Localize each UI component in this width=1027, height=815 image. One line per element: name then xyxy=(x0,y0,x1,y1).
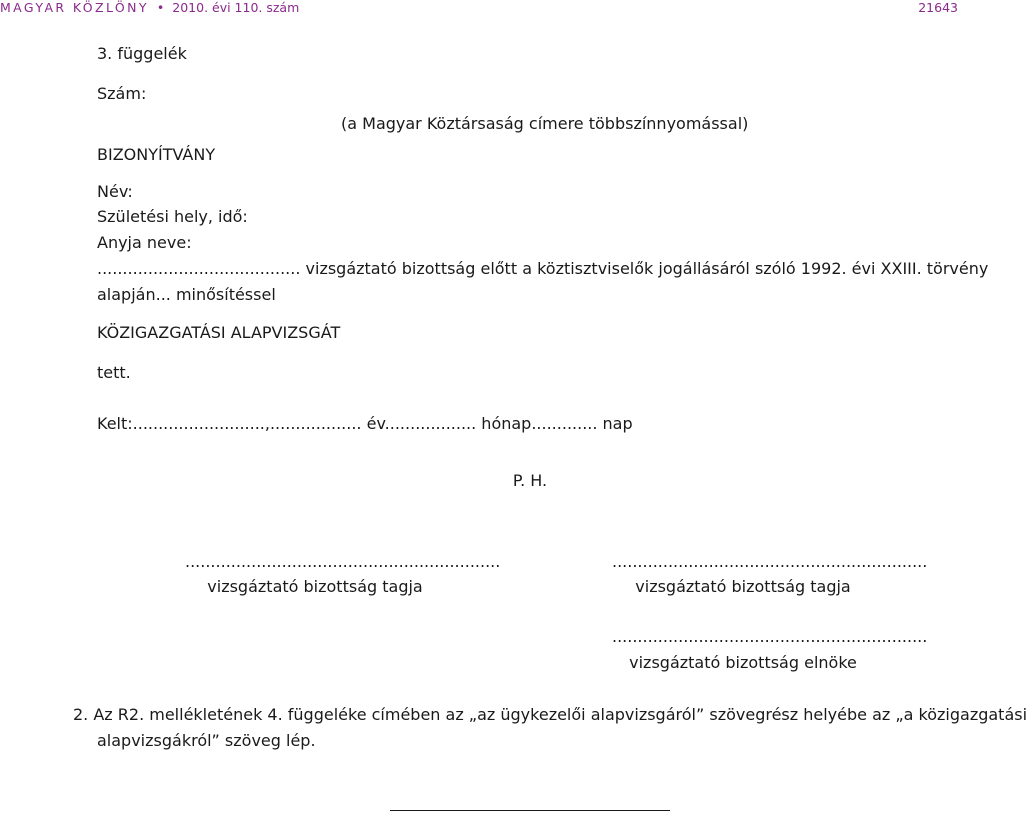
signature-line: .............................................................. xyxy=(612,627,928,646)
amendment-line-1: 2. Az R2. mellékletének 4. függeléke címében az „az ügykezelői alapvizsgáról” szövegrész helyébe az „a közigazgatási xyxy=(73,705,1027,724)
statement-line-2: alapján... minősítéssel xyxy=(97,285,276,304)
statement-line-1: ........................................ vizsgáztató bizottság előtt a köztisztviselők jogállásáról szóló 1992. évi XXIII. törvény xyxy=(97,259,989,278)
date-line: Kelt:..........................,.................. év.................. hónap............. nap xyxy=(97,414,633,433)
birth-label: Születési hely, idő: xyxy=(97,207,248,226)
name-label: Név: xyxy=(97,182,133,201)
journal-header xyxy=(0,0,299,15)
member-label: vizsgáztató bizottság tagja xyxy=(207,577,423,596)
seal-placeholder: P. H. xyxy=(512,471,548,490)
mother-label: Anyja neve: xyxy=(97,233,192,252)
signature-line: .............................................................. xyxy=(612,552,928,571)
journal-title: MAGYAR KÖZLÖNY xyxy=(0,0,149,15)
coat-of-arms-note: (a Magyar Köztársaság címere többszínnyomással) xyxy=(341,114,749,133)
page-number: 21643 xyxy=(918,0,958,15)
issue-label: 2010. évi 110. szám xyxy=(172,0,300,15)
chair-label: vizsgáztató bizottság elnöke xyxy=(629,653,857,672)
number-label: Szám: xyxy=(97,84,147,103)
appendix-title: 3. függelék xyxy=(97,44,187,63)
certificate-title: BIZONYÍTVÁNY xyxy=(97,145,216,164)
page-header xyxy=(0,0,960,14)
amendment-line-2: alapvizsgákról” szöveg lép. xyxy=(97,731,316,750)
tett-label: tett. xyxy=(97,363,131,382)
footer-divider xyxy=(390,810,670,811)
signature-line: .............................................................. xyxy=(185,552,501,571)
bullet-icon: • xyxy=(156,0,165,15)
member-label: vizsgáztató bizottság tagja xyxy=(635,577,851,596)
exam-name: KÖZIGAZGATÁSI ALAPVIZSGÁT xyxy=(97,323,341,342)
